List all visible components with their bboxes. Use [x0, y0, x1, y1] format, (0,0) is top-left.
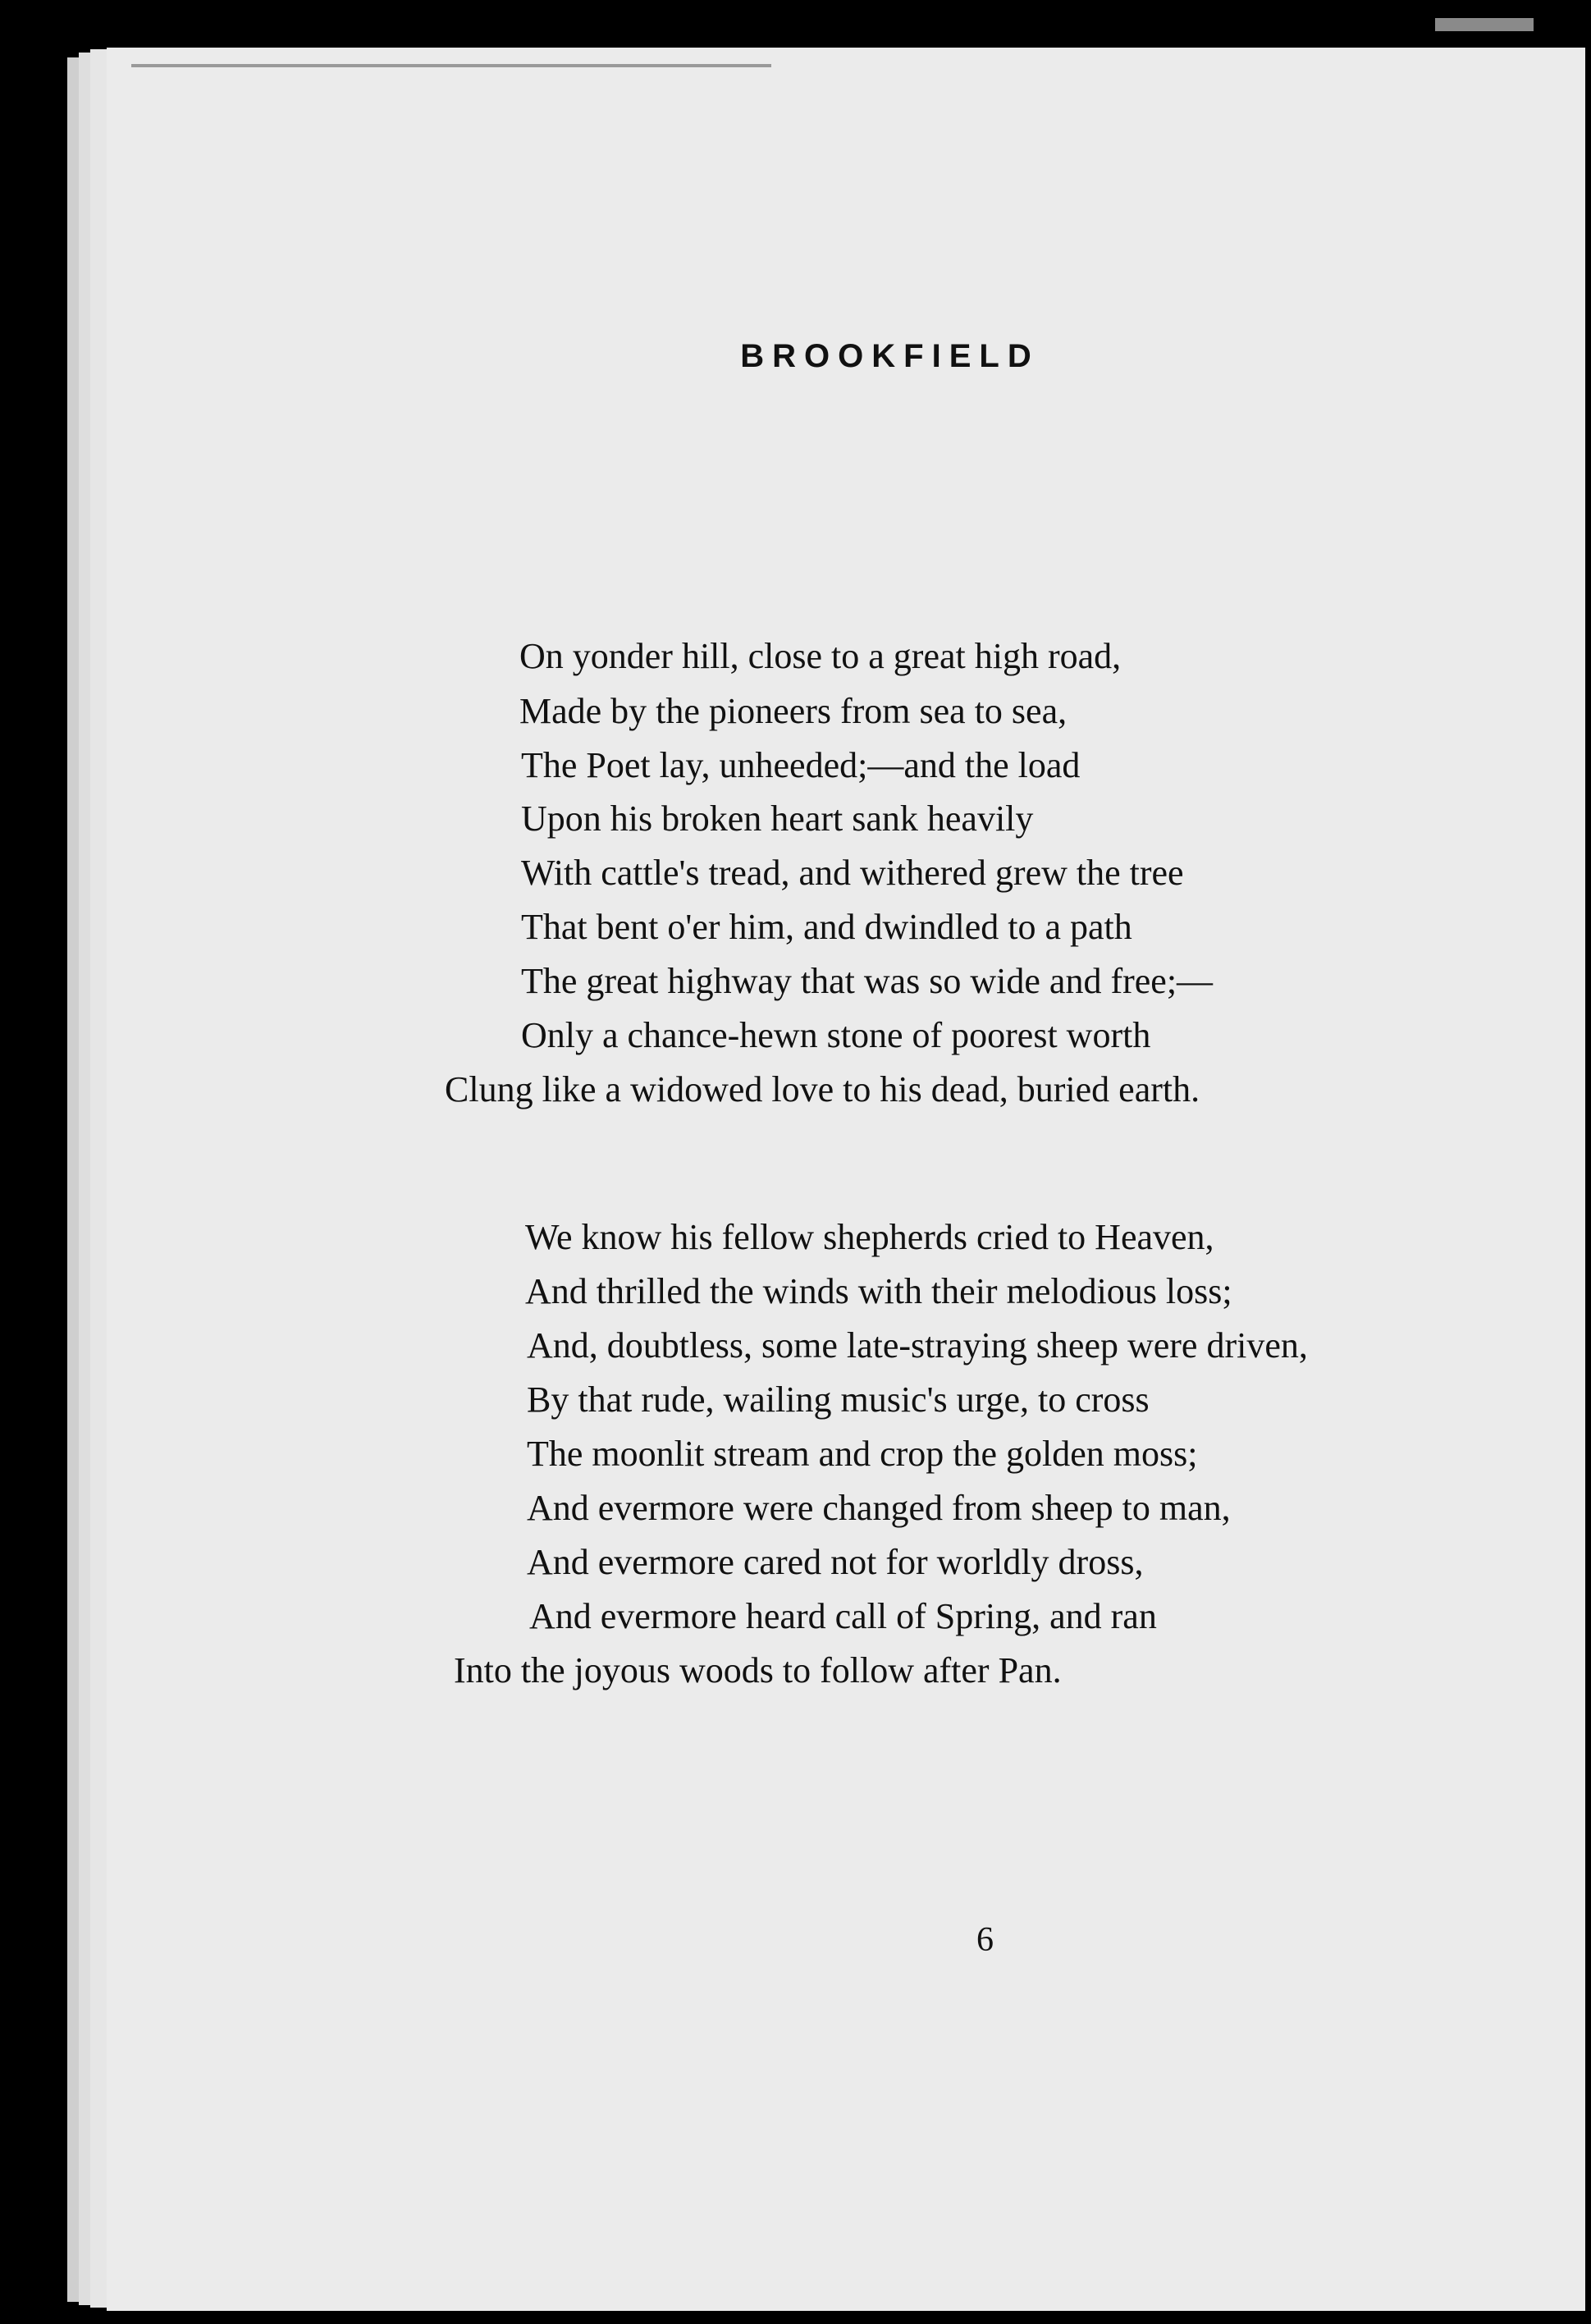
verse-line: The moonlit stream and crop the golden moss; [527, 1434, 1198, 1474]
verse-line: Made by the pioneers from sea to sea, [519, 691, 1068, 731]
book-page [107, 48, 1585, 2311]
verse-line: Clung like a widowed love to his dead, buried earth. [445, 1069, 1200, 1109]
verse-line: The great highway that was so wide and free;— [521, 961, 1214, 1001]
verse-line: With cattle's tread, and withered grew the tree [521, 853, 1184, 893]
verse-line: Into the joyous woods to follow after Pan. [454, 1650, 1062, 1690]
page-number: 6 [976, 1921, 994, 1959]
verse-line: And, doubtless, some late-straying sheep were driven, [527, 1325, 1308, 1366]
verse-line: And thrilled the winds with their melodious loss; [525, 1271, 1232, 1311]
verse-line: By that rude, wailing music's urge, to cross [527, 1379, 1150, 1420]
verse-line: And evermore were changed from sheep to man, [527, 1488, 1231, 1528]
verse-line: We know his fellow shepherds cried to Heaven, [525, 1217, 1214, 1257]
scan-corner-mark [1435, 18, 1534, 31]
poem-title: BROOKFIELD [740, 338, 1040, 374]
top-rule [131, 64, 771, 67]
verse-line: That bent o'er him, and dwindled to a path [521, 907, 1132, 947]
verse-line: On yonder hill, close to a great high road, [519, 636, 1122, 676]
verse-line: And evermore heard call of Spring, and ran [529, 1596, 1157, 1636]
verse-line: And evermore cared not for worldly dross, [527, 1542, 1144, 1582]
verse-line: Only a chance-hewn stone of poorest worth [521, 1015, 1151, 1055]
verse-line: The Poet lay, unheeded;—and the load [521, 745, 1081, 785]
verse-line: Upon his broken heart sank heavily [521, 798, 1034, 839]
